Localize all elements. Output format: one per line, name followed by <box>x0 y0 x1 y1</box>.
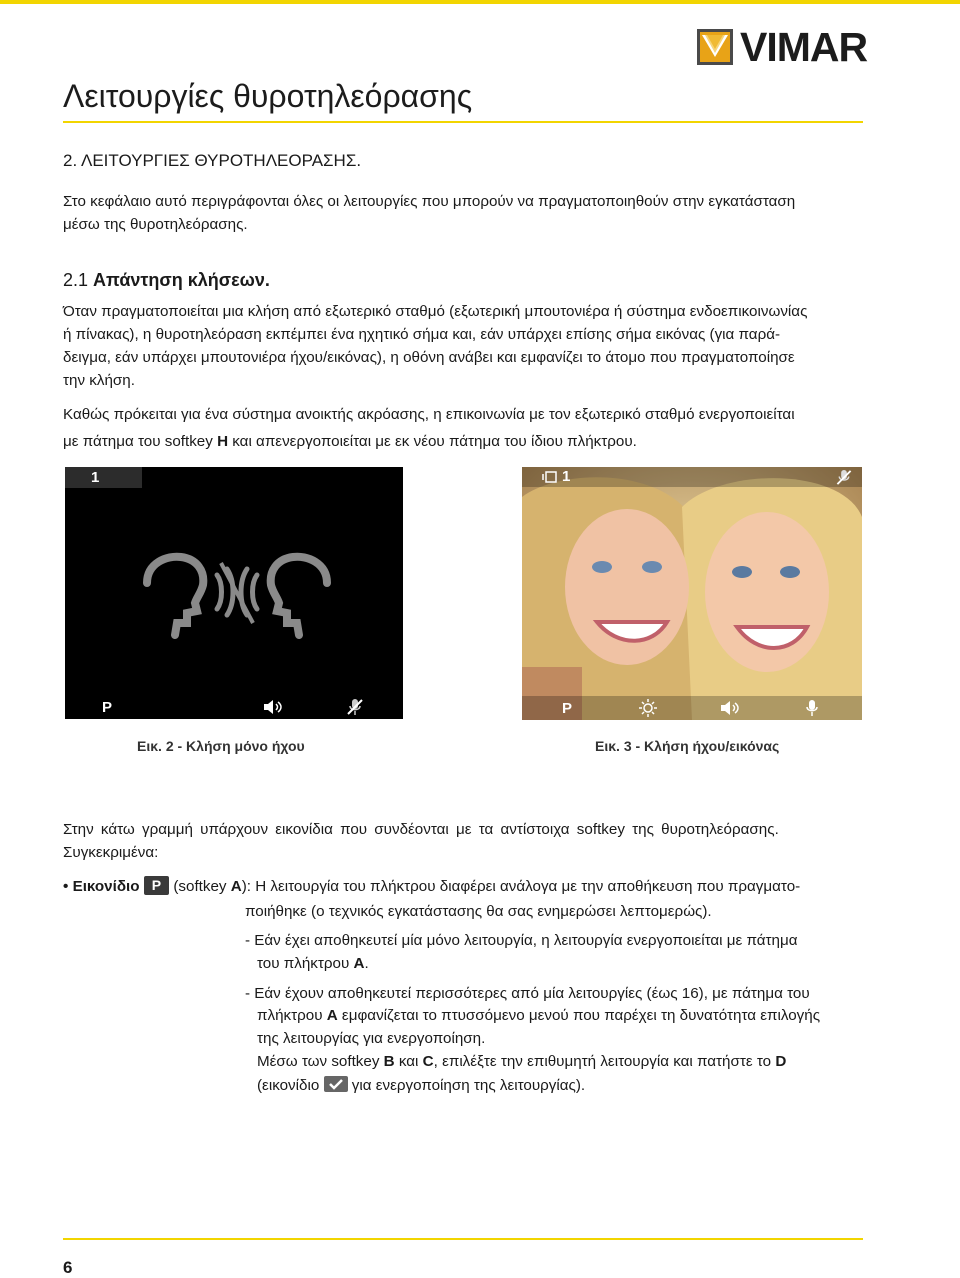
talking-heads-icon <box>137 549 337 639</box>
bullet-text: (εικονίδιο <box>257 1077 324 1094</box>
para1-line-2: ή πίνακας), η θυροτηλεόραση εκπέμπει ένα ηχητικό σήμα και, εάν υπάρχει επίσης σήμα εικόνας (για παρά- <box>63 326 781 343</box>
para1-line-1: Όταν πραγματοποιείται μια κλήση από εξωτερικό σταθμό (εξωτερική μπουτονιέρα ή σύστημα ενδοεπικοινωνίας <box>63 303 808 320</box>
paragraph-open-listening <box>63 401 863 455</box>
intro-paragraph <box>63 190 863 236</box>
softkey-p-label: P <box>562 700 573 717</box>
page-title: Λειτουργίες θυροτηλεόρασης <box>63 78 473 114</box>
video-top-bar <box>522 467 862 487</box>
softkey-a-label: A <box>230 878 242 895</box>
bullet-text: , επιλέξτε την επιθυμητή λειτουργία και πατήστε το <box>433 1053 776 1070</box>
subsection-heading <box>63 270 270 291</box>
speaker-icon <box>263 699 283 715</box>
bullet-icon-p: • Εικονίδιο P (softkey A): Η λειτουργία του πλήκτρου διαφέρει ανάλογα με την αποθήκευση που πραγματο- <box>63 877 801 895</box>
bullet-label: Εικονίδιο <box>72 878 140 895</box>
speaker-icon <box>720 700 740 716</box>
intro-line-2: μέσω της θυροτηλεόρασης. <box>63 216 248 233</box>
channel-number: 1 <box>91 469 100 486</box>
bullet-item2-line-3: της λειτουργίας για ενεργοποίηση. <box>257 1030 486 1047</box>
bullet-item2-line-5 <box>257 1076 585 1094</box>
bullet-text: Μέσω των softkey <box>257 1053 384 1070</box>
page-number: 6 <box>63 1258 73 1277</box>
audio-call-screen <box>65 467 403 719</box>
softkey-b-label: B <box>383 1053 395 1070</box>
bullet-text: ): Η λειτουργία του πλήκτρου διαφέρει ανάλογα με την αποθήκευση που πραγματο- <box>241 878 801 895</box>
softkeys-intro <box>63 818 863 864</box>
softkey-p-label: P <box>102 699 113 716</box>
screen-icon <box>542 470 558 484</box>
subsection-title: Απάντηση κλήσεων. <box>93 270 270 290</box>
bullet-text: του πλήκτρου <box>257 955 354 972</box>
section-heading: 2. ΛΕΙΤΟΥΡΓΙΕΣ ΘΥΡΟΤΗΛΕΟΡΑΣΗΣ. <box>63 151 362 170</box>
softkey-d-label: D <box>775 1053 787 1070</box>
para2-text: και απενεργοποιείται με εκ νέου πάτημα του ίδιου πλήκτρου. <box>228 433 637 450</box>
para1-line-3: δειγμα, εάν υπάρχει μπουτονιέρα ήχου/εικόνας), η οθόνη ανάβει και εμφανίζει το άτομο που πραγματοποίησε <box>63 349 795 366</box>
microphone-icon <box>804 699 820 717</box>
softkey-h-label: H <box>217 433 229 450</box>
bullet-item2-line-4 <box>257 1053 786 1070</box>
vimar-logo-text: VIMAR <box>740 24 868 70</box>
channel-number: 1 <box>562 468 571 485</box>
intro-line-1: Στο κεφάλαιο αυτό περιγράφονται όλες οι λειτουργίες που μπορούν να πραγματοποιηθούν στην εγκατάσταση <box>63 193 796 210</box>
top-accent-bar <box>0 0 960 4</box>
bullet-text: . <box>364 955 369 972</box>
figure-3-caption: Εικ. 3 - Κλήση ήχου/εικόνας <box>595 738 780 754</box>
softkeys-intro-line-1: Στην κάτω γραμμή υπάρχουν εικονίδια που συνδέονται με τα αντίστοιχα softkey της θυροτηλεόρασης. <box>63 821 779 838</box>
bullet-text: για ενεργοποίηση της λειτουργίας). <box>347 1077 586 1094</box>
footer-rule <box>63 1238 863 1240</box>
bullet-line-2: ποιήθηκε (ο τεχνικός εγκατάστασης θα σας ενημερώσει λεπτομερώς). <box>245 903 712 920</box>
mic-muted-icon <box>347 698 363 716</box>
mic-muted-icon <box>836 469 852 486</box>
checkmark-icon <box>324 1076 348 1092</box>
bullet-item1-line-2 <box>257 955 369 972</box>
bullet-item2-line-1: - Εάν έχουν αποθηκευτεί περισσότερες από μία λειτουργίες (έως 16), με πάτημα του <box>245 985 810 1002</box>
bullet-text: και <box>394 1053 423 1070</box>
bullet-text: εμφανίζεται το πτυσσόμενο μενού που παρέχει τη δυνατότητα επιλογής <box>337 1007 821 1024</box>
subsection-number: 2.1 <box>63 270 89 290</box>
vimar-logo-mark-icon <box>697 29 733 65</box>
paragraph-answer-call <box>63 300 863 392</box>
bullet-item1-line-1: - Εάν έχει αποθηκευτεί μία μόνο λειτουργία, η λειτουργία ενεργοποιείται με πάτημα <box>245 932 798 949</box>
title-rule <box>63 121 863 123</box>
bullet-item2-line-2 <box>257 1007 820 1024</box>
para2-line-2 <box>63 428 863 455</box>
vimar-logo <box>697 24 868 70</box>
para2-line-1: Καθώς πρόκειται για ένα σύστημα ανοικτής ακρόασης, η επικοινωνία με τον εξωτερικό σταθμό ενεργοποιείται <box>63 406 795 423</box>
channel-tab <box>65 467 142 488</box>
p-key-icon: P <box>144 876 169 895</box>
bullet-text: πλήκτρου <box>257 1007 327 1024</box>
softkey-c-label: C <box>422 1053 434 1070</box>
softkey-a-label: A <box>326 1007 338 1024</box>
caller-video-image <box>522 467 862 720</box>
softkey-a-label: A <box>353 955 365 972</box>
figure-2-caption: Εικ. 2 - Κλήση μόνο ήχου <box>137 738 305 754</box>
softkeys-intro-line-2: Συγκεκριμένα: <box>63 844 159 861</box>
para1-line-4: την κλήση. <box>63 372 135 389</box>
bullet-text: (softkey <box>173 878 231 895</box>
video-call-screen <box>522 467 862 720</box>
para2-text: με πάτημα του softkey <box>63 433 218 450</box>
brightness-icon <box>639 699 657 717</box>
